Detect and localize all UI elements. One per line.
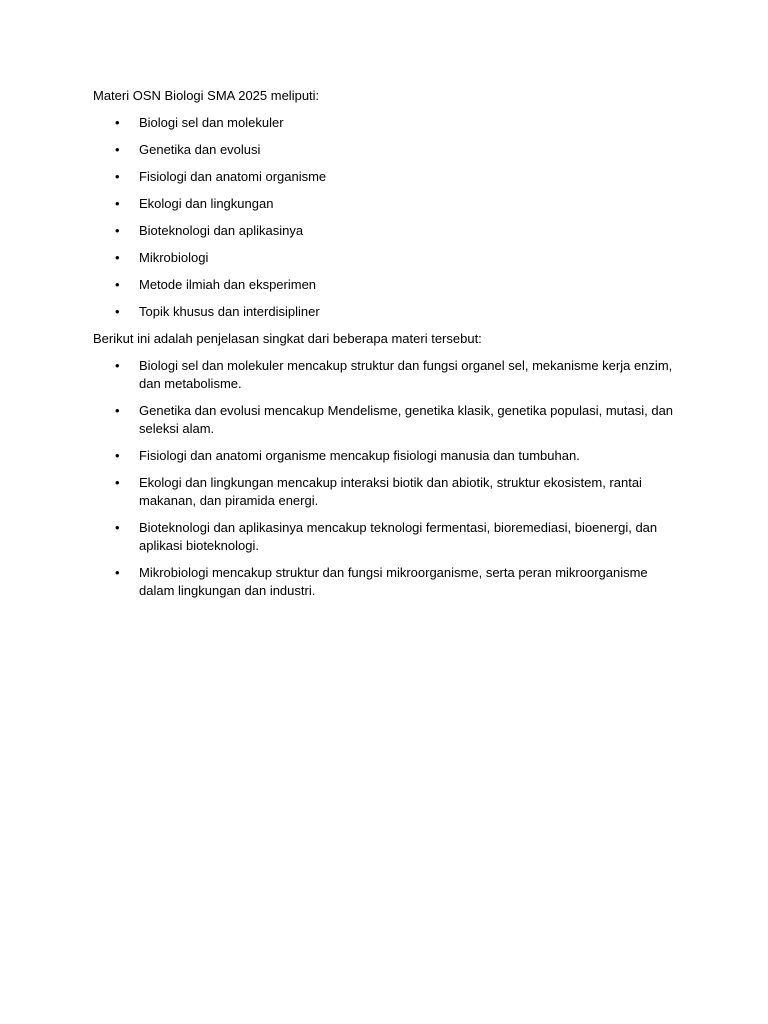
list-item <box>93 474 683 510</box>
bullet-icon: • <box>115 196 120 211</box>
list-item-text: Biologi sel dan molekuler <box>139 115 284 130</box>
list-item-text: Genetika dan evolusi <box>139 142 261 157</box>
list-item-text: Mikrobiologi mencakup struktur dan fungsi mikroorganisme, serta peran mikroorganisme dalam lingkungan dan industri. <box>139 565 648 598</box>
list-item <box>93 249 683 267</box>
intro-paragraph: Materi OSN Biologi SMA 2025 meliputi: <box>93 88 320 103</box>
bullet-icon: • <box>115 223 120 238</box>
list-item-text: Mikrobiologi <box>139 250 209 265</box>
bullet-icon: • <box>115 169 120 184</box>
list-item <box>93 114 683 132</box>
list-item-text: Metode ilmiah dan eksperimen <box>139 277 317 292</box>
list-item-text: Genetika dan evolusi mencakup Mendelisme, genetika klasik, genetika populasi, mutasi, dan seleksi alam. <box>139 403 674 436</box>
list-item <box>93 141 683 159</box>
document-body <box>93 87 683 609</box>
list-item <box>93 447 683 465</box>
bullet-icon: • <box>115 277 120 292</box>
bullet-icon: • <box>115 565 120 580</box>
list-item-text: Ekologi dan lingkungan <box>139 196 274 211</box>
list-item <box>93 222 683 240</box>
explanation-intro-paragraph: Berikut ini adalah penjelasan singkat dari beberapa materi tersebut: <box>93 331 482 346</box>
list-item <box>93 519 683 555</box>
list-item <box>93 402 683 438</box>
bullet-icon: • <box>115 448 120 463</box>
list-item <box>93 564 683 600</box>
bullet-icon: • <box>115 403 120 418</box>
list-item <box>93 303 683 321</box>
list-item <box>93 276 683 294</box>
explanation-list <box>93 357 683 600</box>
bullet-icon: • <box>115 250 120 265</box>
bullet-icon: • <box>115 142 120 157</box>
bullet-icon: • <box>115 115 120 130</box>
bullet-icon: • <box>115 475 120 490</box>
bullet-icon: • <box>115 304 120 319</box>
bullet-icon: • <box>115 520 120 535</box>
list-item-text: Fisiologi dan anatomi organisme mencakup fisiologi manusia dan tumbuhan. <box>139 448 580 463</box>
list-item-text: Bioteknologi dan aplikasinya <box>139 223 304 238</box>
list-item <box>93 168 683 186</box>
list-item-text: Biologi sel dan molekuler mencakup struktur dan fungsi organel sel, mekanisme kerja enzim, dan metabolisme. <box>139 358 673 391</box>
list-item-text: Ekologi dan lingkungan mencakup interaksi biotik dan abiotik, struktur ekosistem, rantai makanan, dan piramida energi. <box>139 475 642 508</box>
topic-list <box>93 114 683 321</box>
list-item-text: Topik khusus dan interdisipliner <box>139 304 320 319</box>
list-item-text: Bioteknologi dan aplikasinya mencakup teknologi fermentasi, bioremediasi, bioenergi, dan aplikasi bioteknologi. <box>139 520 658 553</box>
list-item <box>93 357 683 393</box>
list-item-text: Fisiologi dan anatomi organisme <box>139 169 327 184</box>
bullet-icon: • <box>115 358 120 373</box>
list-item <box>93 195 683 213</box>
